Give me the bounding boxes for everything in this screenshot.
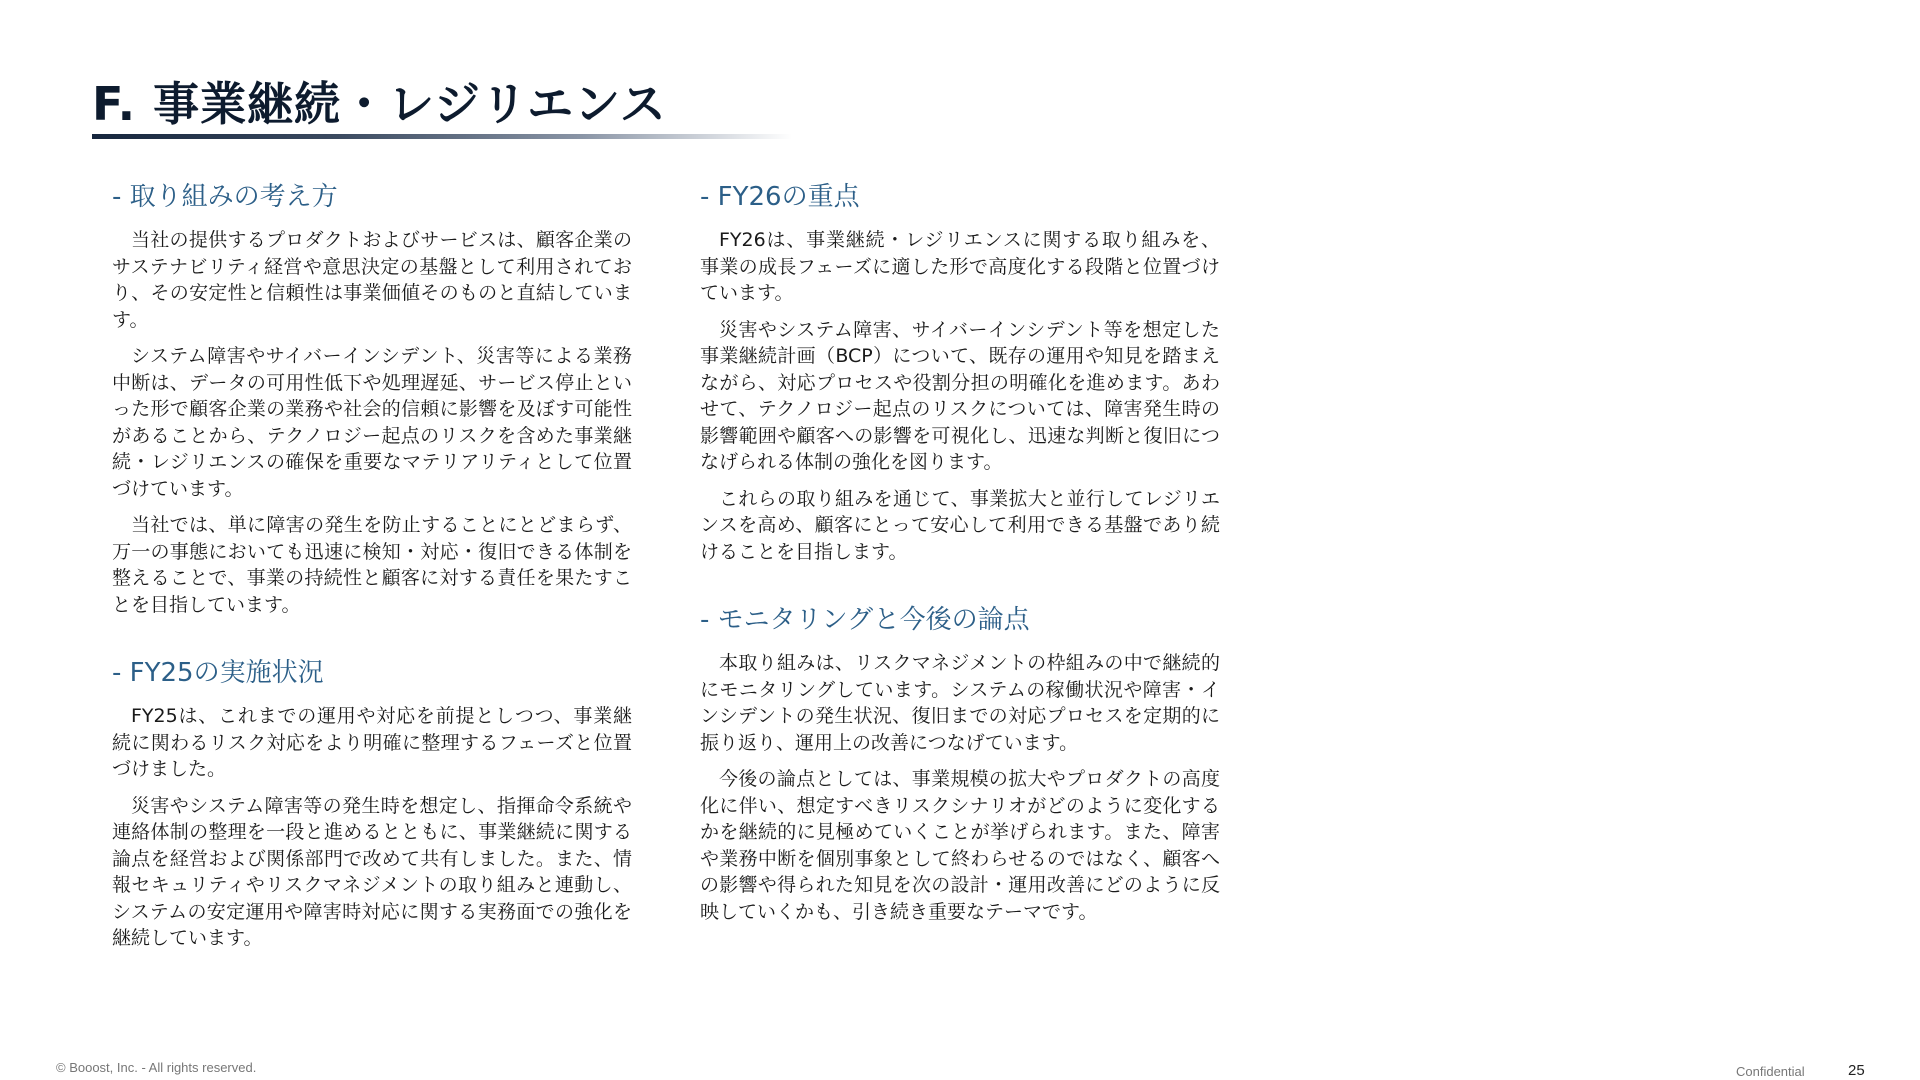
section-approach <box>112 176 632 618</box>
section-heading-monitoring: - モニタリングと今後の論点 <box>700 605 1030 635</box>
section-monitoring <box>700 599 1220 925</box>
section-heading-fy26: - FY26の重点 <box>700 182 860 212</box>
approach-paragraph-3: 当社では、単に障害の発生を防止することにとどまらず、万一の事態においても迅速に検知・対応・復旧できる体制を整えることで、事業の持続性と顧客に対する責任を果たすことを目指しています。 <box>112 514 632 616</box>
section-heading-approach: - 取り組みの考え方 <box>112 182 338 212</box>
fy26-paragraph-1: FY26は、事業継続・レジリエンスに関する取り組みを、事業の成長フェーズに適した形で高度化する段階と位置づけています。 <box>700 229 1220 304</box>
fy26-paragraph-2: 災害やシステム障害、サイバーインシデント等を想定した事業継続計画（BCP）について、既存の運用や知見を踏まえながら、対応プロセスや役割分担の明確化を進めます。あわせて、テクノロジー起点のリスクについては、障害発生時の影響範囲や顧客への影響を可視化し、迅速な判断と復旧につなげられる体制の強化を図ります。 <box>700 318 1220 473</box>
fy25-paragraph-1: FY25は、これまでの運用や対応を前提としつつ、事業継続に関わるリスク対応をより明確に整理するフェーズと位置づけました。 <box>112 705 632 780</box>
page-title: F. 事業継続・レジリエンス <box>92 77 667 131</box>
monitoring-paragraph-2: 今後の論点としては、事業規模の拡大やプロダクトの高度化に伴い、想定すべきリスクシナリオがどのように変化するかを継続的に見極めていくことが挙げられます。また、障害や業務中断を個別事象として終わらせるのではなく、顧客への影響や得られた知見を次の設計・運用改善にどのように反映していくかも、引き続き重要なテーマです。 <box>700 768 1220 923</box>
section-fy25 <box>112 652 632 952</box>
left-column <box>112 176 632 986</box>
page-number: 25 <box>1848 1062 1865 1079</box>
fy26-paragraph-3: これらの取り組みを通じて、事業拡大と並行してレジリエンスを高め、顧客にとって安心して利用できる基盤であり続けることを目指します。 <box>700 487 1220 563</box>
section-heading-fy25: - FY25の実施状況 <box>112 658 324 688</box>
approach-paragraph-2: システム障害やサイバーインシデント、災害等による業務中断は、データの可用性低下や処理遅延、サービス停止といった形で顧客企業の業務や社会的信頼に影響を及ぼす可能性があることから、テクノロジー起点のリスクを含めた事業継続・レジリエンスの確保を重要なマテリアリティとして位置づけています。 <box>112 345 632 500</box>
footer-confidential-label: Confidential <box>1736 1064 1805 1079</box>
footer-copyright: © Booost, Inc. - All rights reserved. <box>56 1060 257 1075</box>
right-column <box>700 176 1220 959</box>
title-underline <box>92 134 792 139</box>
approach-paragraph-1: 当社の提供するプロダクトおよびサービスは、顧客企業のサステナビリティ経営や意思決定の基盤として利用されており、その安定性と信頼性は事業価値そのものと直結しています。 <box>112 229 632 331</box>
monitoring-paragraph-1: 本取り組みは、リスクマネジメントの枠組みの中で継続的にモニタリングしています。システムの稼働状況や障害・インシデントの発生状況、復旧までの対応プロセスを定期的に振り返り、運用上の改善につなげています。 <box>700 652 1220 754</box>
fy25-paragraph-2: 災害やシステム障害等の発生時を想定し、指揮命令系統や連絡体制の整理を一段と進めるとともに、事業継続に関する論点を経営および関係部門で改めて共有しました。また、情報セキュリティやリスクマネジメントの取り組みと連動し、システムの安定運用や障害時対応に関する実務面での強化を継続しています。 <box>112 794 632 949</box>
section-fy26 <box>700 176 1220 565</box>
